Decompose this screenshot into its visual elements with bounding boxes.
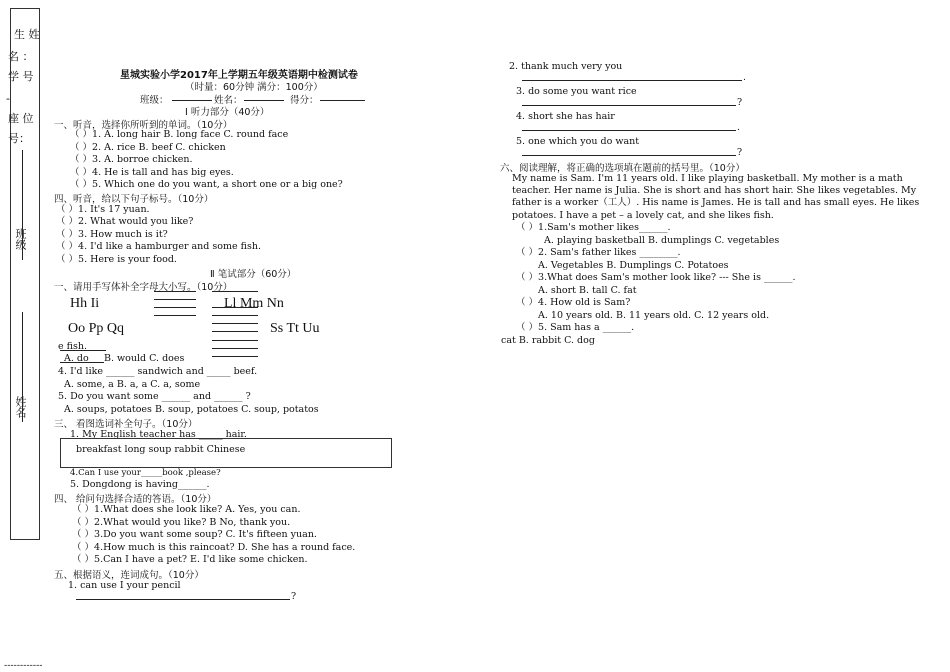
q7-options: A. 10 years old. B. 11 years old. C. 12 years old.: [538, 310, 770, 321]
page-title: 星城实验小学2017年上学期五年级英语期中检测试卷: [120, 70, 358, 81]
q6-item: 3. do some you want rice: [516, 86, 637, 97]
side-class-line: [22, 150, 24, 260]
q5-item: （ ）1.What does she look like? A. Yes, you can.: [72, 504, 301, 515]
exam-time: （时量：60分钟 满分：100分）: [185, 82, 323, 93]
q5-heading: 四、 给问句选择合适的答语。（10分）: [54, 494, 217, 505]
class-label: 班级：: [140, 95, 169, 106]
q6-item: 5. one which you do want: [516, 136, 640, 147]
letter-blank[interactable]: [212, 331, 258, 332]
q5-item: （ ）3.Do you want some soup? C. It's fifteen yuan.: [72, 529, 317, 540]
answer-line[interactable]: [522, 155, 736, 156]
answer-mark: ?: [737, 147, 743, 158]
q1-heading: 一、听音，选择你所听到的单词。（10分）: [54, 120, 233, 131]
letters-row2a: Oo Pp Qq: [68, 321, 125, 336]
q4s-sentence: 5. Dongdong is having______.: [70, 479, 210, 490]
bottom-dashes: ------------: [4, 660, 43, 671]
q7-last-options: cat B. rabbit C. dog: [501, 335, 595, 346]
q7-item: （ ）5. Sam has a ______.: [516, 322, 635, 333]
passage-line: father is a worker（工人）. His name is James. He is tall and has small eyes. He likes: [512, 197, 920, 208]
q2-item: （ ）3. How much is it?: [56, 229, 168, 240]
q1-item: （ ）4. He is tall and has big eyes.: [70, 167, 234, 178]
q7-options: A. Vegetables B. Dumplings C. Potatoes: [538, 260, 729, 271]
q5-item: （ ）5.Can I have a pet? E. I'd like some chicken.: [72, 554, 308, 565]
side-label-3: 学 号: [8, 70, 34, 83]
q6-item: 4. short she has hair: [516, 111, 615, 122]
q7-options: A. short B. tall C. fat: [538, 285, 637, 296]
mc-options: B. would C. does: [104, 353, 185, 364]
mc-option-a: A. do: [64, 353, 89, 364]
q7-options: A. playing basketball B. dumplings C. vegetables: [544, 235, 780, 246]
part1-heading: Ⅰ 听力部分（40分）: [185, 107, 270, 118]
side-label-2: 名 ：: [8, 50, 34, 63]
answer-mark: ?: [737, 97, 743, 108]
part2-heading: Ⅱ 笔试部分（60分）: [210, 269, 297, 280]
q2-heading: 四、听音，给以下句子标号。（10分）: [54, 194, 214, 205]
q3-heading: 一、请用手写体补全字母大小写。（10分）: [54, 282, 233, 293]
q7-item: （ ）4. How old is Sam?: [516, 297, 631, 308]
q7-item: （ ）2. Sam's father likes ________.: [516, 247, 681, 258]
letter-blank[interactable]: [212, 348, 258, 349]
passage-line: teacher. Her name is Julia. She is short and has short hair. She likes vegetables. My: [512, 185, 917, 196]
mc-fragment: e fish.: [58, 341, 87, 352]
letter-blank[interactable]: [212, 323, 258, 324]
side-name-label: 姓名: [14, 396, 27, 418]
side-label-5: 号：: [8, 132, 30, 145]
letter-blank[interactable]: [212, 307, 258, 308]
side-label-1: 生 姓: [14, 28, 40, 41]
letter-blank[interactable]: [212, 340, 258, 341]
q7-heading: 六、阅读理解，将正确的选项填在题前的括号里。（10分）: [500, 163, 745, 174]
q6-item: 2. thank much very you: [509, 61, 623, 72]
answer-line[interactable]: [522, 105, 736, 106]
answer-mark: .: [737, 122, 741, 133]
letter-blank[interactable]: [154, 307, 196, 308]
mc-strike: [60, 350, 106, 351]
word-bank: breakfast long soup rabbit Chinese: [76, 444, 246, 455]
mc-q4-options: A. some, a B. a, a C. a, some: [64, 379, 201, 390]
answer-mark: .: [743, 72, 747, 83]
passage-line: potatoes. I have a pet – a lovely cat, and she likes fish.: [512, 210, 774, 221]
q7-item: （ ）3.What does Sam's mother look like? --- She is ______.: [516, 272, 796, 283]
q7-item: （ ）1.Sam's mother likes______.: [516, 222, 671, 233]
side-name-line: [22, 312, 24, 422]
score-label: 得分：: [290, 95, 319, 106]
q1-item: （ ）1. A. long hair B. long face C. round face: [70, 129, 289, 140]
letters-row1b: Ll Mm Nn: [224, 296, 284, 311]
answer-line[interactable]: [522, 130, 736, 131]
q4s-heading: 三、 看图选词补全句子。（10分）: [54, 419, 198, 430]
q1-item: （ ）2. A. rice B. beef C. chicken: [70, 142, 226, 153]
side-class-label: 班级: [14, 228, 27, 250]
letter-blank[interactable]: [154, 299, 196, 300]
mc-q5: 5. Do you want some ______ and ______ ?: [58, 391, 251, 402]
q5-item: （ ）2.What would you like? B No, thank you.: [72, 517, 291, 528]
letters-row1a: Hh Ii: [70, 296, 100, 311]
score-blank[interactable]: [320, 100, 365, 101]
q2-item: （ ）4. I'd like a hamburger and some fish.: [56, 241, 262, 252]
side-label-4: 座 位: [8, 112, 34, 125]
q4s-sentence: 4.Can I use your_____book ,please?: [70, 468, 221, 478]
letter-blank[interactable]: [154, 315, 196, 316]
letter-blank[interactable]: [154, 291, 196, 292]
answer-line[interactable]: [522, 80, 742, 81]
passage-line: My name is Sam. I'm 11 years old. I like playing basketball. My mother is a math: [512, 173, 903, 184]
q1-item: （ ）3. A. borroe chicken.: [70, 154, 193, 165]
name-label: 姓名：: [214, 95, 243, 106]
q1-item: （ ）5. Which one do you want, a short one or a big one?: [70, 179, 343, 190]
class-blank[interactable]: [172, 100, 212, 101]
q2-item: （ ）1. It's 17 yuan.: [56, 204, 150, 215]
answer-line[interactable]: [76, 599, 290, 600]
q6-heading: 五、根据语义，连词成句。（10分）: [54, 570, 204, 581]
binding-strip: [10, 8, 40, 540]
side-dash: -: [6, 92, 10, 105]
q6-item: 1. can use I your pencil: [68, 580, 181, 591]
letter-blank[interactable]: [212, 356, 258, 357]
q5-item: （ ）4.How much is this raincoat? D. She has a round face.: [72, 542, 356, 553]
name-blank[interactable]: [244, 100, 284, 101]
q2-item: （ ）5. Here is your food.: [56, 254, 177, 265]
mc-strike: [60, 362, 104, 363]
letter-blank[interactable]: [212, 315, 258, 316]
letters-row2b: Ss Tt Uu: [270, 321, 320, 336]
answer-mark: ?: [291, 591, 297, 602]
q2-item: （ ）2. What would you like?: [56, 216, 194, 227]
mc-q5-options: A. soups, potatoes B. soup, potatoes C. soup, potatos: [64, 404, 319, 415]
q4s-sentence: 1. My English teacher has _____ hair.: [70, 429, 247, 440]
mc-q4: 4. I'd like ______ sandwich and _____ beef.: [58, 366, 258, 377]
letter-blank[interactable]: [212, 291, 258, 292]
